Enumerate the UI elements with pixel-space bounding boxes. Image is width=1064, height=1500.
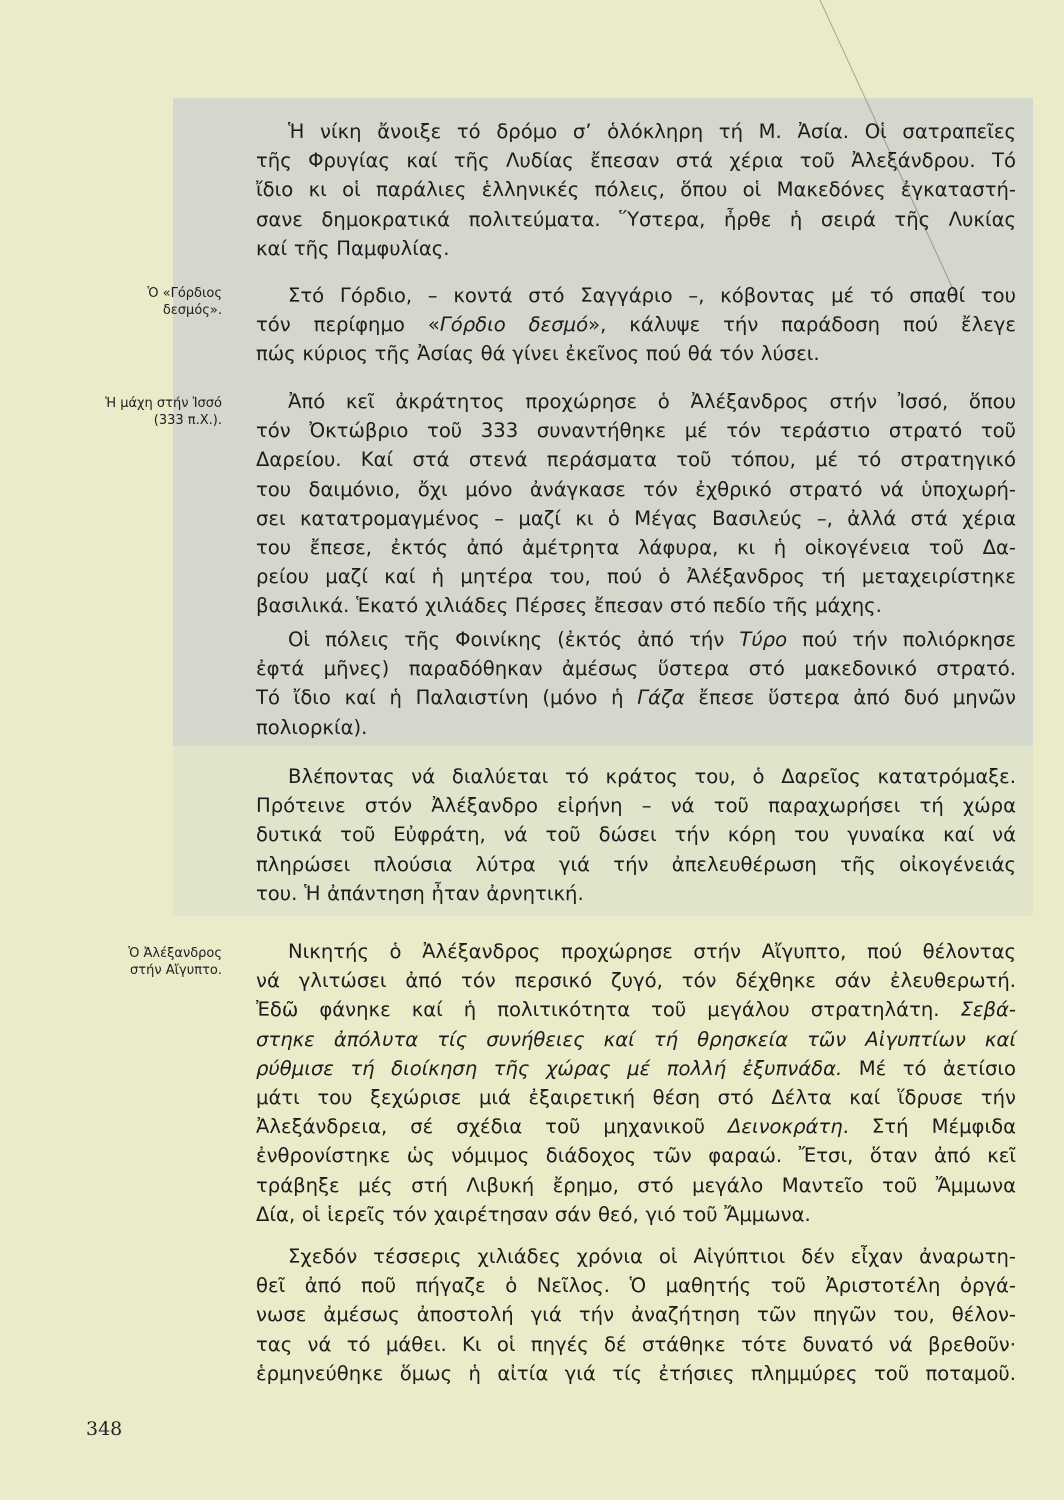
text-line: του. Ἡ ἀπάντηση ἦταν ἀρνητική. bbox=[256, 881, 584, 905]
text-segment: τόν περίφημο « bbox=[256, 313, 440, 337]
text-line: πληρώσει πλούσια λύτρα γιά τήν ἀπελευθέρωση τῆς οἰκογένειάς bbox=[256, 852, 1016, 876]
text-segment: . Στή Μέμφιδα bbox=[842, 1115, 1016, 1139]
text-line: τόν Ὀκτώβριο τοῦ 333 συναντήθηκε μέ τόν τεράστιο στρατό τοῦ bbox=[256, 419, 1016, 443]
text-line bbox=[256, 1054, 1016, 1083]
text-line: Στό Γόρδιο, – κοντά στό Σαγγάριο –, κόβοντας μέ τό σπαθί του bbox=[288, 284, 1016, 307]
text-line: Βλέποντας νά διαλύεται τό κράτος του, ὁ Δαρεῖος κατατρόμαξε. bbox=[288, 765, 1016, 788]
text-line bbox=[256, 310, 1016, 339]
text-line: ἐφτά μῆνες) παραδόθηκαν ἀμέσως ὕστερα στό μακεδονικό στρατό. bbox=[256, 657, 1016, 681]
text-line: Νικητής ὁ Ἀλέξανδρος προχώρησε στήν Αἴγυπτο, πού θέλοντας bbox=[288, 940, 1016, 963]
text-line bbox=[256, 1025, 1016, 1054]
side-note-line: Ὁ «Γόρδιος bbox=[147, 286, 222, 301]
emphasis-text: Γάζα bbox=[637, 686, 685, 710]
text-line bbox=[256, 995, 1016, 1024]
text-line: βασιλικά. Ἑκατό χιλιάδες Πέρσες ἔπεσαν στό πεδίο τῆς μάχης. bbox=[256, 594, 882, 618]
paragraph-gordian-knot bbox=[256, 281, 1016, 369]
side-note-line: Ὁ Ἀλέξανδρος bbox=[128, 946, 222, 961]
text-line: του δαιμόνιο, ὄχι μόνο ἀνάγκασε τόν ἐχθρικό στρατό νά ὑποχωρή- bbox=[256, 477, 1016, 501]
side-note-line: στήν Αἴγυπτο. bbox=[130, 963, 222, 978]
paragraph-victory bbox=[256, 117, 1016, 263]
text-segment: Οἱ πόλεις τῆς Φοινίκης (ἐκτός ἀπό τήν bbox=[288, 628, 740, 651]
text-line: ἐνθρονίστηκε ὡς νόμιμος διάδοχος τῶν φαραώ. Ἔτσι, ὅταν ἀπό κεῖ bbox=[256, 1144, 1016, 1168]
text-line bbox=[256, 1112, 1016, 1141]
text-line: μάτι του ξεχώρισε μιά ἐξαιρετική θέση στό Δέλτα καί ἵδρυσε τήν bbox=[256, 1086, 1016, 1110]
text-line: Σχεδόν τέσσερις χιλιάδες χρόνια οἱ Αἰγύπτιοι δέν εἶχαν ἀναρωτη- bbox=[288, 1245, 1016, 1268]
text-line: Ἀπό κεῖ ἀκράτητος προχώρησε ὁ Ἀλέξανδρος στήν Ἰσσό, ὅπου bbox=[288, 390, 1016, 413]
paragraph-phoenicia bbox=[256, 625, 1016, 742]
text-line: δυτικά τοῦ Εὐφράτη, νά τοῦ δώσει τήν κόρη του γυναίκα καί νά bbox=[256, 823, 1016, 847]
side-note-line: δεσμός». bbox=[162, 303, 222, 318]
text-segment: », κάλυψε τήν παράδοση πού ἔλεγε bbox=[588, 313, 1016, 337]
text-segment: Τό ἴδιο καί ἡ Παλαιστίνη (μόνο ἡ bbox=[256, 686, 638, 710]
emphasis-text: στηκε ἀπόλυτα τίς συνήθειες καί τή θρησκεία τῶν Αἰγυπτίων καί bbox=[256, 1027, 1016, 1051]
text-line: του ἔπεσε, ἐκτός ἀπό ἀμέτρητα λάφυρα, κι ἡ οἰκογένεια τοῦ Δα- bbox=[256, 536, 1016, 560]
text-line: ἴδιο κι οἱ παράλιες ἑλληνικές πόλεις, ὅπου οἱ Μακεδόνες ἐγκαταστή- bbox=[256, 178, 1016, 202]
text-line: νά γλιτώσει ἀπό τόν περσικό ζυγό, τόν δέχθηκε σάν ἐλευθερωτή. bbox=[256, 969, 1016, 993]
text-line: Δαρείου. Καί στά στενά περάσματα τοῦ τόπου, μέ τό στρατηγικό bbox=[256, 448, 1016, 472]
text-line: πώς κύριος τῆς Ἀσίας θά γίνει ἐκεῖνος πού θά τόν λύσει. bbox=[256, 342, 820, 366]
text-line: σει κατατρομαγμένος – μαζί κι ὁ Μέγας Βασιλεύς –, ἀλλά στά χέρια bbox=[256, 506, 1016, 530]
emphasis-text: ρύθμισε τή διοίκηση τῆς χώρας μέ πολλή ἐξυπνάδα. bbox=[256, 1056, 843, 1080]
paragraph-darius-offer bbox=[256, 762, 1016, 908]
text-line: πολιορκία). bbox=[256, 715, 368, 739]
paragraph-egypt bbox=[256, 937, 1016, 1229]
side-note-gordian bbox=[60, 285, 222, 319]
text-line bbox=[256, 625, 1016, 654]
text-line: Δία, οἱ ἱερεῖς τόν χαιρέτησαν σάν θεό, γιό τοῦ Ἄμμωνα. bbox=[256, 1202, 811, 1226]
side-note-issus bbox=[60, 395, 222, 429]
text-segment: Μέ τό ἀετίσιο bbox=[842, 1056, 1017, 1080]
text-line: τας νά τό μάθει. Κι οἱ πηγές δέ στάθηκε τότε δυνατό νά βρεθοῦν· bbox=[256, 1332, 1016, 1356]
text-line: τράβηξε μές στή Λιβυκή ἔρημο, στό μεγάλο Μαντεῖο τοῦ Ἄμμωνα bbox=[256, 1173, 1016, 1197]
text-line: Ἡ νίκη ἄνοιξε τό δρόμο σ’ ὁλόκληρη τή Μ. Ἀσία. Οἱ σατραπεῖες bbox=[288, 120, 1016, 143]
text-segment: ἔπεσε ὕστερα ἀπό δυό μηνῶν bbox=[684, 686, 1016, 710]
side-note-line: Ἡ μάχη στήν Ἰσσό bbox=[105, 396, 222, 411]
page-number: 348 bbox=[86, 1418, 123, 1440]
paragraph-issus bbox=[256, 387, 1016, 621]
text-segment: Ἐδῶ φάνηκε καί ἡ πολιτικότητα τοῦ μεγάλου στρατηλάτη. bbox=[256, 998, 961, 1022]
side-note-egypt bbox=[60, 945, 222, 979]
text-line: θεῖ ἀπό ποῦ πήγαζε ὁ Νεῖλος. Ὁ μαθητής τοῦ Ἀριστοτέλη ὀργά- bbox=[256, 1274, 1016, 1298]
text-line: τῆς Φρυγίας καί τῆς Λυδίας ἔπεσαν στά χέρια τοῦ Ἀλεξάνδρου. Τό bbox=[256, 149, 1016, 173]
emphasis-text: Τύρο bbox=[739, 628, 788, 651]
text-line: ρείου μαζί καί ἡ μητέρα του, πού ὁ Ἀλέξανδρος τή μεταχειρίστηκε bbox=[256, 565, 1016, 589]
emphasis-text: Σεβά- bbox=[960, 998, 1016, 1022]
text-line: ἑρμηνεύθηκε ὅμως ἡ αἰτία γιά τίς ἐτήσιες πλημμύρες τοῦ ποταμοῦ. bbox=[256, 1361, 1016, 1385]
text-line: νωσε ἀμέσως ἀποστολή γιά τήν ἀναζήτηση τῶν πηγῶν του, θέλον- bbox=[256, 1303, 1016, 1327]
paragraph-nile bbox=[256, 1242, 1016, 1388]
text-line: καί τῆς Παμφυλίας. bbox=[256, 236, 450, 260]
side-note-line: (333 π.Χ.). bbox=[153, 413, 222, 428]
text-segment: Ἀλεξάνδρεια, σέ σχέδια τοῦ μηχανικοῦ bbox=[256, 1115, 728, 1139]
text-line: σανε δημοκρατικά πολιτεύματα. Ὕστερα, ἦρθε ἡ σειρά τῆς Λυκίας bbox=[256, 207, 1016, 231]
text-line: Πρότεινε στόν Ἀλέξανδρο εἰρήνη – νά τοῦ παραχωρήσει τή χώρα bbox=[256, 794, 1016, 818]
emphasis-text: Δεινοκράτη bbox=[727, 1115, 843, 1139]
emphasis-text: Γόρδιο δεσμό bbox=[439, 313, 589, 337]
text-line bbox=[256, 683, 1016, 712]
text-segment: πού τήν πολιόρκησε bbox=[787, 628, 1016, 651]
